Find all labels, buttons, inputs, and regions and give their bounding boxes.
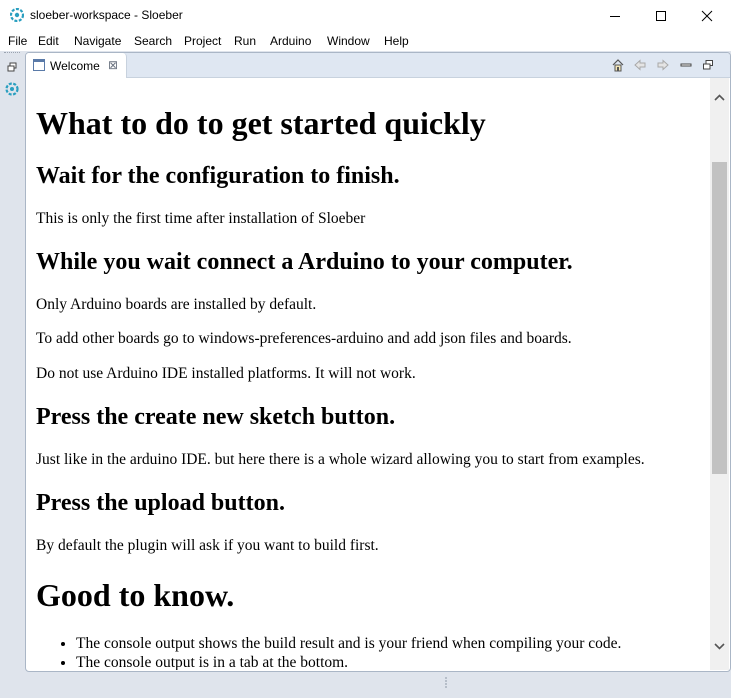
maximize-button[interactable] [638, 0, 684, 31]
restore-icon [7, 62, 17, 72]
page-title: What to do to get started quickly [36, 105, 486, 141]
window-title: sloeber-workspace - Sloeber [30, 8, 183, 22]
forward-button[interactable] [655, 57, 671, 73]
scroll-thumb[interactable] [712, 162, 727, 474]
menu-file[interactable]: File [8, 34, 28, 48]
menu-navigate[interactable]: Navigate [74, 34, 122, 48]
section-paragraph: By default the plugin will ask if you want to build first. [36, 537, 379, 554]
section-heading: Press the upload button. [36, 490, 285, 516]
section-paragraph: Only Arduino boards are installed by default. [36, 296, 317, 313]
restore-view-button[interactable] [5, 60, 19, 74]
menu-help[interactable]: Help [384, 34, 409, 48]
editor-tab-bar [26, 53, 730, 78]
forward-icon [656, 58, 670, 72]
tab-welcome-label: Welcome [50, 59, 100, 73]
list-item: • The console output is in a tab at the bottom. [76, 653, 621, 670]
good-to-know-list [36, 634, 621, 670]
minimize-view-button[interactable] [678, 57, 694, 73]
section-paragraph: This is only the first time after installation of Sloeber [36, 210, 366, 227]
section-paragraph: To add other boards go to windows-preferences-arduino and add json files and boards. [36, 330, 572, 347]
section-heading: Press the create new sketch button. [36, 404, 396, 430]
menu-bar [0, 31, 731, 51]
sloeber-app-icon [10, 8, 24, 22]
welcome-content [26, 78, 708, 670]
tab-welcome[interactable] [26, 53, 127, 78]
status-bar-grip[interactable] [444, 676, 448, 690]
restore-icon [702, 59, 714, 71]
menu-run[interactable]: Run [234, 34, 257, 48]
back-button[interactable] [632, 57, 648, 73]
maximize-icon [655, 10, 667, 22]
welcome-page-icon [33, 59, 45, 71]
vertical-scrollbar[interactable] [710, 78, 729, 670]
menu-search[interactable]: Search [134, 34, 173, 48]
menu-project[interactable]: Project [184, 34, 222, 48]
list-item: • The console output shows the build result and is your friend when compiling your code. [76, 634, 621, 653]
scroll-down-arrow-icon[interactable] [713, 640, 726, 652]
home-icon [611, 58, 625, 72]
section-heading: Wait for the configuration to finish. [36, 163, 400, 189]
good-to-know-title: Good to know. [36, 577, 235, 613]
title-bar[interactable] [0, 0, 731, 31]
close-icon [701, 10, 713, 22]
minimize-icon [609, 10, 621, 22]
close-button[interactable] [684, 0, 730, 31]
minimized-view-button[interactable] [5, 82, 19, 96]
menu-edit[interactable]: Edit [38, 34, 59, 48]
minimize-icon [680, 59, 692, 71]
section-heading: While you wait connect a Arduino to your computer. [36, 249, 573, 275]
sloeber-view-icon [5, 82, 19, 96]
menu-arduino[interactable]: Arduino [270, 34, 312, 48]
welcome-editor [25, 52, 731, 672]
minimize-button[interactable] [592, 0, 638, 31]
tab-close-icon[interactable]: ⊠ [108, 58, 119, 72]
section-paragraph: Do not use Arduino IDE installed platforms. It will not work. [36, 365, 416, 382]
restore-view-button[interactable] [700, 57, 716, 73]
section-paragraph: Just like in the arduino IDE. but here there is a whole wizard allowing you to start from examples. [36, 451, 645, 468]
trim-drag-handle[interactable] [4, 52, 20, 55]
home-button[interactable] [610, 57, 626, 73]
menu-window[interactable]: Window [327, 34, 370, 48]
scroll-up-arrow-icon[interactable] [713, 92, 726, 104]
back-icon [633, 58, 647, 72]
left-trim-bar [0, 51, 24, 671]
